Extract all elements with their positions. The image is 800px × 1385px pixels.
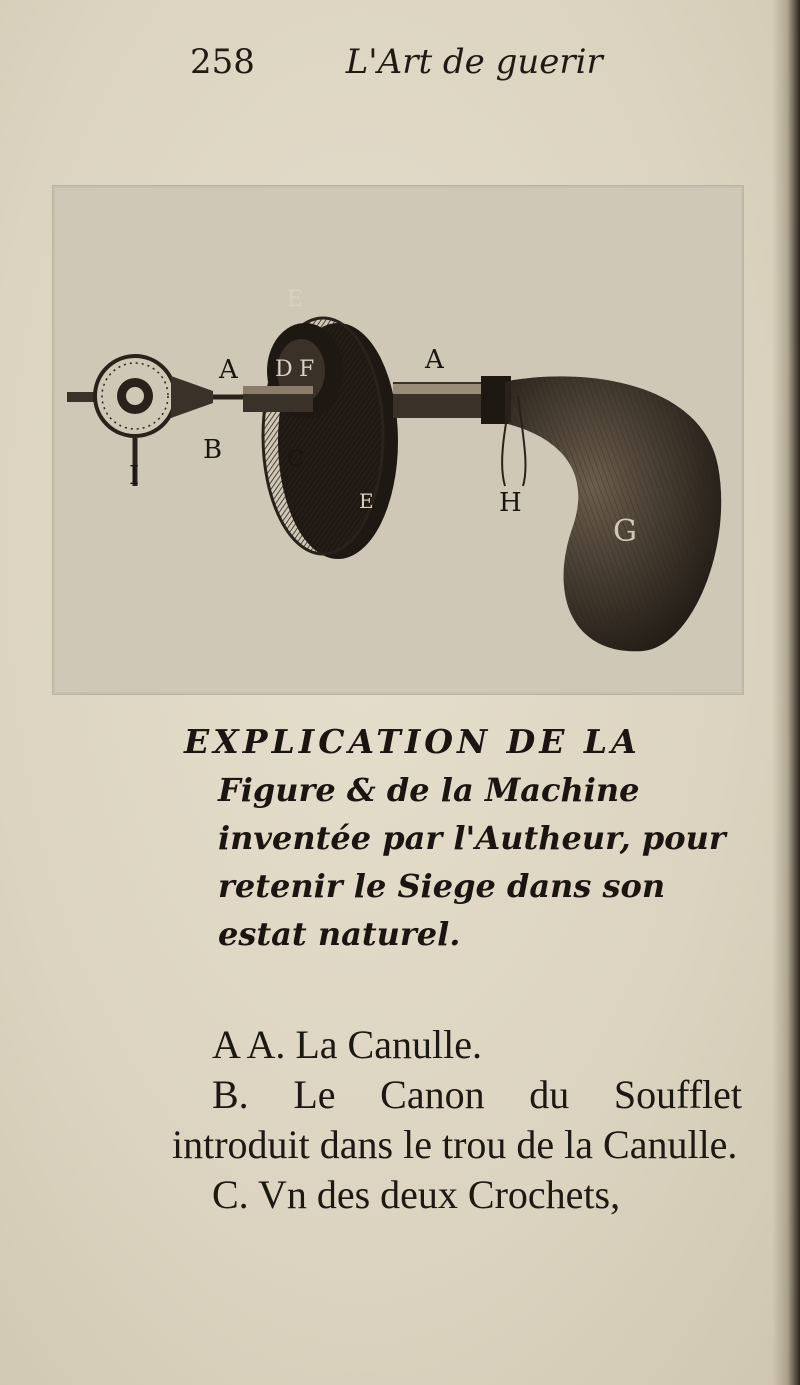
page-header bbox=[190, 42, 603, 82]
legend-key: B. bbox=[212, 1072, 249, 1117]
legend-text: Vn des deux Crochets, bbox=[257, 1172, 621, 1217]
label-i: I bbox=[129, 461, 140, 491]
legend-item bbox=[172, 1170, 742, 1220]
label-d: D bbox=[275, 357, 293, 382]
label-h: H bbox=[499, 488, 522, 518]
label-b: B bbox=[203, 435, 223, 465]
figure-legend bbox=[172, 1020, 742, 1220]
machine-engraving bbox=[53, 186, 743, 694]
legend-text: Le Canon du Soufflet introduit dans le trou de la Canulle. bbox=[172, 1072, 743, 1167]
label-c: C bbox=[287, 447, 304, 472]
page-number: 258 bbox=[190, 42, 255, 82]
legend-key: A A. bbox=[212, 1022, 286, 1067]
legend-text: La Canulle. bbox=[295, 1022, 482, 1067]
label-a-left: A bbox=[219, 355, 238, 385]
legend-key: C. bbox=[212, 1172, 249, 1217]
label-g: G bbox=[613, 514, 637, 549]
label-f: F bbox=[299, 357, 315, 382]
page-edge-shadow bbox=[772, 0, 800, 1385]
running-title: L'Art de guerir bbox=[345, 42, 603, 82]
caption-body: Figure & de la Machine inventée par l'Autheur, pour retenir le Siege dans son estat naturel. bbox=[218, 771, 726, 953]
label-e-top: E bbox=[287, 287, 304, 312]
caption-heading: EXPLICATION DE LA bbox=[184, 722, 641, 761]
figure-caption bbox=[184, 718, 748, 958]
legend-item bbox=[172, 1020, 742, 1070]
disc bbox=[263, 318, 398, 559]
label-e-bottom: E bbox=[359, 489, 374, 513]
label-a-right: A bbox=[425, 345, 444, 375]
bag bbox=[502, 376, 721, 651]
legend-item bbox=[172, 1070, 742, 1170]
engraving-plate bbox=[52, 185, 744, 695]
